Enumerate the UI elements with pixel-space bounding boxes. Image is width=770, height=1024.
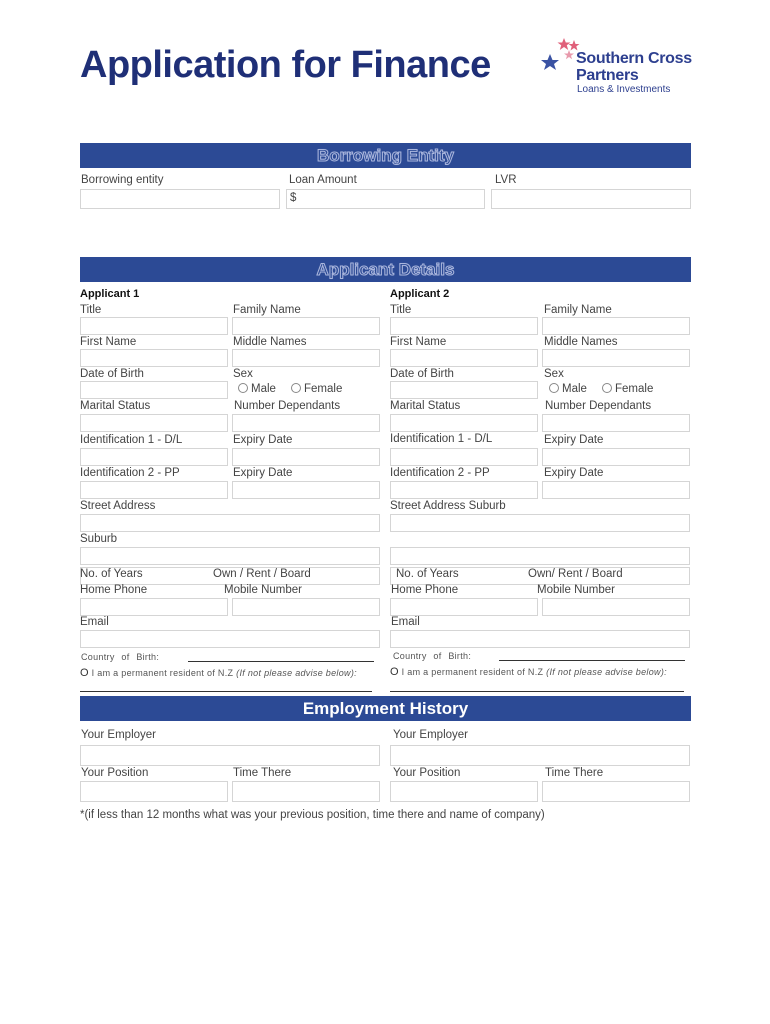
a1-resident-text: I am a permanent resident of N.Z bbox=[91, 668, 234, 678]
applicant-details-title: Applicant Details bbox=[316, 260, 455, 279]
a2-middle-field[interactable] bbox=[542, 349, 690, 367]
a1-id2-label: Identification 2 - PP bbox=[80, 467, 180, 479]
a1-marital-label: Marital Status bbox=[80, 400, 151, 412]
a2-title-field[interactable] bbox=[390, 317, 538, 335]
a2-expiry2-field[interactable] bbox=[542, 481, 690, 499]
loan-amount-label: Loan Amount bbox=[289, 174, 357, 186]
a1-email-field[interactable] bbox=[80, 630, 380, 648]
a1-dependants-label: Number Dependants bbox=[234, 400, 341, 412]
a2-email-label: Email bbox=[391, 616, 420, 628]
e1-employer-label: Your Employer bbox=[81, 729, 157, 741]
a1-first-field[interactable] bbox=[80, 349, 228, 367]
a1-female-option[interactable] bbox=[291, 383, 342, 395]
e2-time-field[interactable] bbox=[542, 781, 690, 802]
a1-mobile-field[interactable] bbox=[232, 598, 380, 616]
e1-position-label: Your Position bbox=[81, 767, 149, 779]
a1-sex-label: Sex bbox=[233, 368, 253, 380]
a1-id1-field[interactable] bbox=[80, 448, 228, 466]
a2-email-field[interactable] bbox=[390, 630, 690, 648]
a1-title-label: Title bbox=[80, 304, 102, 316]
applicant-details-header bbox=[80, 257, 691, 282]
a1-dependants-field[interactable] bbox=[232, 414, 380, 432]
a1-resident-marker[interactable]: O bbox=[80, 667, 89, 679]
a1-expiry2-field[interactable] bbox=[232, 481, 380, 499]
a2-street-label: Street Address Suburb bbox=[390, 500, 506, 512]
a2-family-field[interactable] bbox=[542, 317, 690, 335]
a1-advise-line[interactable] bbox=[80, 691, 372, 692]
a2-mobile-label: Mobile Number bbox=[537, 584, 615, 596]
company-logo bbox=[540, 36, 710, 98]
a2-female-option[interactable] bbox=[602, 383, 653, 395]
a1-title-field[interactable] bbox=[80, 317, 228, 335]
a1-dob-field[interactable] bbox=[80, 381, 228, 399]
borrowing-entity-field[interactable] bbox=[80, 189, 280, 209]
a2-marital-label: Marital Status bbox=[390, 400, 461, 412]
a2-resident-marker[interactable]: O bbox=[390, 666, 399, 678]
a2-expiry1-field[interactable] bbox=[542, 448, 690, 466]
e2-employer-field[interactable] bbox=[390, 745, 690, 766]
a2-male-text: Male bbox=[562, 383, 587, 395]
a1-middle-label: Middle Names bbox=[233, 336, 307, 348]
a2-female-radio[interactable] bbox=[602, 383, 612, 393]
a1-expiry1-field[interactable] bbox=[232, 448, 380, 466]
a2-id1-label: Identification 1 - D/L bbox=[390, 433, 493, 445]
a2-street-field[interactable] bbox=[390, 514, 690, 532]
a1-female-text: Female bbox=[304, 383, 343, 395]
a2-expiry1-label: Expiry Date bbox=[544, 434, 604, 446]
loan-amount-field[interactable] bbox=[286, 189, 485, 209]
a2-country-line[interactable] bbox=[499, 660, 685, 661]
a1-female-radio[interactable] bbox=[291, 383, 301, 393]
a1-own-label: Own / Rent / Board bbox=[213, 568, 311, 580]
a2-country-label: Country of Birth: bbox=[393, 651, 472, 661]
a1-expiry2-label: Expiry Date bbox=[233, 467, 293, 479]
e1-time-label: Time There bbox=[233, 767, 292, 779]
e1-position-field[interactable] bbox=[80, 781, 228, 802]
a2-resident-row[interactable] bbox=[390, 666, 667, 678]
e2-time-label: Time There bbox=[545, 767, 604, 779]
a2-dependants-field[interactable] bbox=[542, 414, 690, 432]
a1-id2-field[interactable] bbox=[80, 481, 228, 499]
a2-sex-label: Sex bbox=[544, 368, 564, 380]
a1-street-label: Street Address bbox=[80, 500, 156, 512]
a2-dob-field[interactable] bbox=[390, 381, 538, 399]
a2-home-field[interactable] bbox=[390, 598, 538, 616]
a1-suburb-field[interactable] bbox=[80, 547, 380, 565]
employment-history-header bbox=[80, 696, 691, 721]
a1-male-text: Male bbox=[251, 383, 276, 395]
a1-years-label: No. of Years bbox=[80, 568, 143, 580]
a2-dependants-label: Number Dependants bbox=[545, 400, 652, 412]
lvr-field[interactable] bbox=[491, 189, 691, 209]
a2-male-radio[interactable] bbox=[549, 383, 559, 393]
a1-middle-field[interactable] bbox=[232, 349, 380, 367]
a2-mobile-field[interactable] bbox=[542, 598, 690, 616]
a2-resident-note: (If not please advise below): bbox=[546, 667, 667, 677]
a1-mobile-label: Mobile Number bbox=[224, 584, 302, 596]
a1-home-field[interactable] bbox=[80, 598, 228, 616]
a2-dob-label: Date of Birth bbox=[390, 368, 454, 380]
logo-name-line2: Partners bbox=[576, 67, 639, 84]
a2-id2-field[interactable] bbox=[390, 481, 538, 499]
a2-expiry2-label: Expiry Date bbox=[544, 467, 604, 479]
a1-family-field[interactable] bbox=[232, 317, 380, 335]
a1-id1-label: Identification 1 - D/L bbox=[80, 434, 183, 446]
a1-expiry1-label: Expiry Date bbox=[233, 434, 293, 446]
a2-family-label: Family Name bbox=[544, 304, 612, 316]
applicant-2-heading: Applicant 2 bbox=[390, 288, 450, 300]
e2-position-label: Your Position bbox=[393, 767, 461, 779]
employment-history-title: Employment History bbox=[302, 699, 469, 718]
a2-first-field[interactable] bbox=[390, 349, 538, 367]
stars-icon bbox=[540, 36, 580, 76]
a2-female-text: Female bbox=[615, 383, 654, 395]
logo-name-line1: Southern Cross bbox=[576, 50, 692, 67]
borrowing-entity-title: Borrowing Entity bbox=[317, 146, 454, 165]
borrowing-entity-label: Borrowing entity bbox=[81, 174, 164, 186]
a2-suburb-field[interactable] bbox=[390, 547, 690, 565]
applicant-1-heading: Applicant 1 bbox=[80, 288, 140, 300]
a1-country-label: Country of Birth: bbox=[81, 652, 160, 662]
a1-dob-label: Date of Birth bbox=[80, 368, 144, 380]
a2-marital-field[interactable] bbox=[390, 414, 538, 432]
borrowing-entity-header bbox=[80, 143, 691, 168]
e2-employer-label: Your Employer bbox=[393, 729, 469, 741]
a1-home-label: Home Phone bbox=[80, 584, 148, 596]
a2-home-label: Home Phone bbox=[391, 584, 459, 596]
logo-tagline: Loans & Investments bbox=[577, 84, 671, 95]
e2-position-field[interactable] bbox=[390, 781, 538, 802]
a1-suburb-label: Suburb bbox=[80, 533, 118, 545]
a2-title-label: Title bbox=[390, 304, 412, 316]
a2-advise-line[interactable] bbox=[390, 691, 684, 692]
lvr-label: LVR bbox=[495, 174, 517, 186]
a1-resident-row[interactable] bbox=[80, 667, 357, 679]
a2-resident-text: I am a permanent resident of N.Z bbox=[401, 667, 544, 677]
a2-id1-field[interactable] bbox=[390, 448, 538, 466]
a2-first-label: First Name bbox=[390, 336, 447, 348]
a2-middle-label: Middle Names bbox=[544, 336, 618, 348]
a1-first-label: First Name bbox=[80, 336, 137, 348]
a1-email-label: Email bbox=[80, 616, 109, 628]
a1-family-label: Family Name bbox=[233, 304, 301, 316]
a1-resident-note: (If not please advise below): bbox=[236, 668, 357, 678]
a1-country-line[interactable] bbox=[188, 661, 374, 662]
dollar-prefix: $ bbox=[290, 192, 297, 204]
e1-employer-field[interactable] bbox=[80, 745, 380, 766]
e1-time-field[interactable] bbox=[232, 781, 380, 802]
a1-male-option[interactable] bbox=[238, 383, 276, 395]
a1-male-radio[interactable] bbox=[238, 383, 248, 393]
a2-years-label: No. of Years bbox=[396, 568, 459, 580]
a2-id2-label: Identification 2 - PP bbox=[390, 467, 490, 479]
a1-street-field[interactable] bbox=[80, 514, 380, 532]
employment-footnote: *(if less than 12 months what was your previous position, time there and name of company) bbox=[80, 809, 545, 821]
a1-marital-field[interactable] bbox=[80, 414, 228, 432]
a2-male-option[interactable] bbox=[549, 383, 587, 395]
page-title: Application for Finance bbox=[80, 44, 491, 86]
a2-own-label: Own/ Rent / Board bbox=[528, 568, 623, 580]
